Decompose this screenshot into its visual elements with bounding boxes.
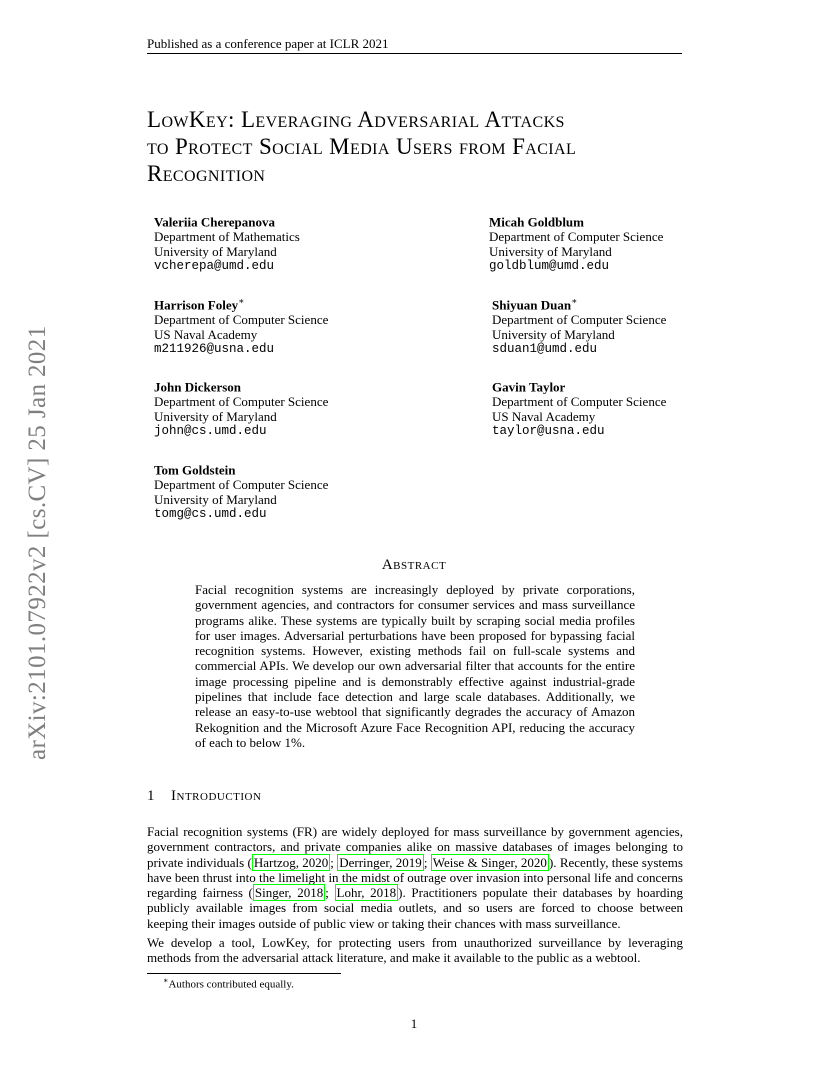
author-institution: University of Maryland (154, 244, 277, 260)
author-department: Department of Computer Science (489, 229, 664, 245)
page-number: 1 (410, 1016, 418, 1031)
author-institution: University of Maryland (489, 244, 612, 260)
running-header: Published as a conference paper at ICLR 2021 (147, 36, 389, 51)
author-block (489, 211, 663, 274)
intro-paragraph-1: Facial recognition systems (FR) are widely deployed for mass surveillance by government agencies, government contractors, and private companies alike on massive databases of images belonging to private individuals ( Hartzog, 2020 ; Derringer, 2019 ; Weise & Singer, 2020 ). Recently, these systems have been thrust into the limelight in the midst of outrage over invasion into personal life and concerns regarding fairness ( Singer, 2018 ; Lohr, 2018 ). Practitioners populate their databases by hoarding publicly available images from social media outlets, and so users are forced to choose between keeping their images outside of public view or taking their chances with mass surveillance. (147, 824, 683, 931)
author-name: Tom Goldstein (154, 462, 236, 478)
citation-link[interactable]: Derringer, 2019 (339, 854, 422, 870)
author-name: Valeriia Cherepanova (154, 214, 275, 230)
author-email[interactable]: tomg@cs.umd.edu (154, 507, 267, 522)
author-email[interactable]: vcherepa@umd.edu (154, 259, 275, 274)
intro-paragraph-2: We develop a tool, LowKey, for protecting users from unauthorized surveillance by leveraging methods from the adversarial attack literature, and make it available to the public as a webtool. (147, 935, 683, 966)
footnote-rule (147, 973, 341, 974)
abstract-heading: Abstract (381, 557, 447, 573)
header-rule (147, 53, 682, 54)
citation-link[interactable]: Singer, 2018 (254, 885, 324, 901)
author-block (154, 459, 328, 522)
arxiv-identifier-stamp[interactable]: arXiv:2101.07922v2 [cs.CV] 25 Jan 2021 (24, 325, 51, 760)
author-institution: University of Maryland (154, 409, 277, 425)
section-number: 1 (147, 788, 155, 804)
author-institution: University of Maryland (154, 492, 277, 508)
author-block (492, 294, 666, 357)
section-title: Introduction (171, 788, 262, 804)
author-email[interactable]: m211926@usna.edu (154, 342, 275, 357)
author-name: Gavin Taylor (492, 379, 566, 395)
footnote-mark: ∗ (163, 976, 169, 985)
author-department: Department of Computer Science (154, 312, 329, 328)
author-block (154, 294, 328, 357)
author-department: Department of Computer Science (154, 477, 329, 493)
author-email[interactable]: sduan1@umd.edu (492, 342, 598, 357)
paper-title (147, 106, 687, 187)
author-name: John Dickerson (154, 379, 242, 395)
abstract-body: Facial recognition systems are increasingly deployed by private corporations, government agencies, and contractors for consumer services and mass surveillance programs alike. These systems are typically built by scraping social media profiles for user images. Adversarial perturbations have been proposed for bypassing facial recognition systems. However, existing methods fail on full-scale systems and commercial APIs. We develop our own adversarial filter that accounts for the entire image processing pipeline and is demonstrably effective against industrial-grade pipelines that include face detection and large scale databases. Additionally, we release an easy-to-use webtool that significantly degrades the accuracy of Amazon Rekognition and the Microsoft Azure Face Recognition API, reducing the accuracy of each to below 1%. (195, 582, 635, 750)
footnote (163, 976, 294, 991)
citation-link[interactable]: Lohr, 2018 (336, 885, 397, 901)
author-block (154, 211, 300, 274)
author-department: Department of Computer Science (492, 394, 667, 410)
author-block (154, 376, 328, 439)
title-line-3: Recognition (147, 161, 266, 186)
author-email[interactable]: goldblum@umd.edu (489, 259, 610, 274)
author-department: Department of Computer Science (492, 312, 667, 328)
author-name: Micah Goldblum (489, 214, 584, 230)
author-institution: US Naval Academy (492, 409, 596, 425)
author-department: Department of Mathematics (154, 229, 300, 245)
author-name: Shiyuan Duan∗ (492, 296, 578, 313)
citation-link[interactable]: Weise & Singer, 2020 (432, 854, 547, 870)
citation-link[interactable]: Hartzog, 2020 (253, 854, 329, 870)
title-line-2: to Protect Social Media Users from Facial (147, 134, 577, 159)
author-email[interactable]: john@cs.umd.edu (154, 424, 267, 439)
footnote-text: Authors contributed equally. (168, 978, 294, 991)
author-block (492, 376, 666, 439)
author-name: Harrison Foley∗ (154, 296, 245, 313)
section-heading (147, 788, 261, 805)
author-email[interactable]: taylor@usna.edu (492, 424, 605, 439)
author-institution: University of Maryland (492, 327, 615, 343)
title-line-1: LowKey: Leveraging Adversarial Attacks (147, 107, 565, 132)
author-department: Department of Computer Science (154, 394, 329, 410)
author-institution: US Naval Academy (154, 327, 258, 343)
